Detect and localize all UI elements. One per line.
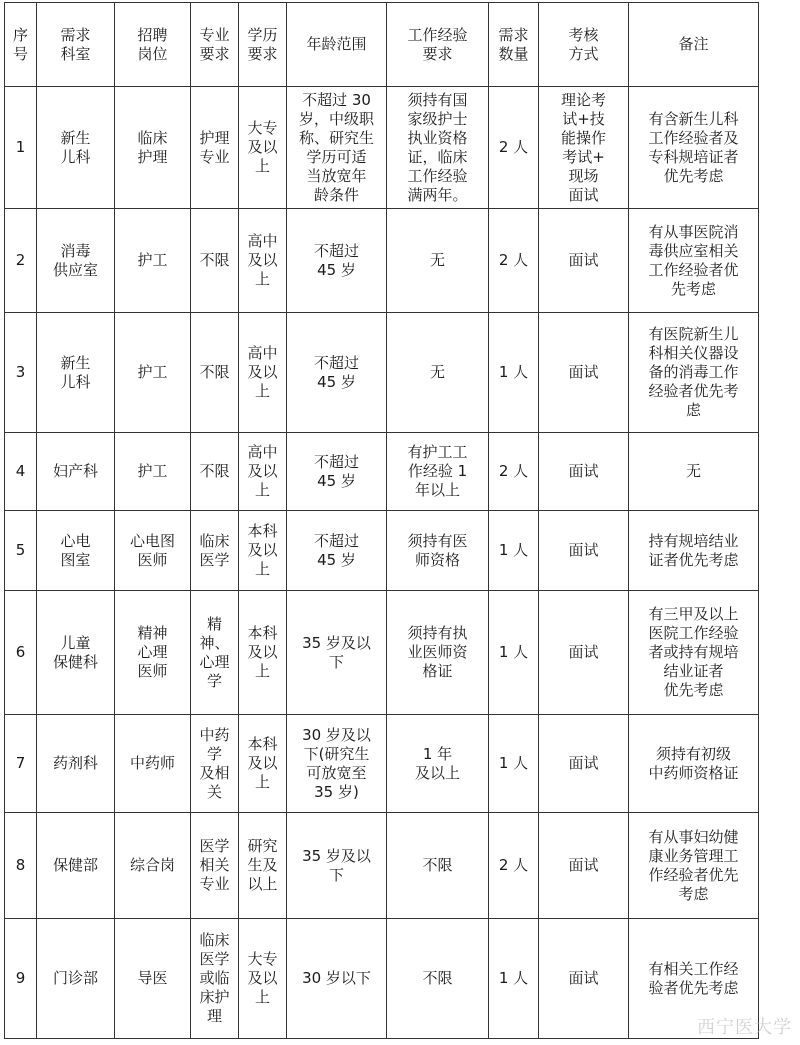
cell-experience: 须持有国 家级护士 执业资格 证，临床 工作经验 满两年。 (387, 87, 489, 209)
header-position: 招聘 岗位 (115, 3, 191, 87)
cell-age-range: 35 岁及以 下 (287, 813, 387, 919)
cell-experience: 不限 (387, 813, 489, 919)
cell-department: 门诊部 (37, 919, 115, 1039)
cell-position: 精神 心理 医师 (115, 591, 191, 715)
cell-position: 导医 (115, 919, 191, 1039)
cell-major: 不限 (191, 433, 239, 511)
cell-index: 9 (5, 919, 37, 1039)
cell-department: 消毒 供应室 (37, 209, 115, 313)
cell-education: 大专 及以 上 (239, 919, 287, 1039)
cell-age-range: 不超过 30 岁，中级职 称、研究生 学历可适 当放宽年 龄条件 (287, 87, 387, 209)
table-row (5, 715, 759, 813)
cell-notes: 有三甲及以上 医院工作经验 者或持有规培 结业证者 优先考虑 (629, 591, 759, 715)
header-department: 需求 科室 (37, 3, 115, 87)
cell-department: 妇产科 (37, 433, 115, 511)
cell-education: 研究 生及 以上 (239, 813, 287, 919)
cell-assessment: 理论考 试+技 能操作 考试+ 现场 面试 (539, 87, 629, 209)
table-row (5, 87, 759, 209)
cell-quantity: 2 人 (489, 433, 539, 511)
cell-position: 心电图 医师 (115, 511, 191, 591)
cell-major: 中药 学 及相 关 (191, 715, 239, 813)
cell-index: 5 (5, 511, 37, 591)
cell-position: 护工 (115, 209, 191, 313)
table-row (5, 919, 759, 1039)
cell-major: 不限 (191, 313, 239, 433)
cell-experience: 不限 (387, 919, 489, 1039)
cell-experience: 无 (387, 209, 489, 313)
cell-department: 儿童 保健科 (37, 591, 115, 715)
cell-education: 本科 及以 上 (239, 715, 287, 813)
cell-assessment: 面试 (539, 511, 629, 591)
cell-notes: 有医院新生儿 科相关仪器设 备的消毒工作 经验者优先考 虑 (629, 313, 759, 433)
cell-age-range: 30 岁以下 (287, 919, 387, 1039)
cell-position: 护工 (115, 313, 191, 433)
cell-education: 高中 及以 上 (239, 313, 287, 433)
cell-assessment: 面试 (539, 209, 629, 313)
cell-assessment: 面试 (539, 715, 629, 813)
cell-education: 大专 及以 上 (239, 87, 287, 209)
cell-department: 保健部 (37, 813, 115, 919)
header-index: 序 号 (5, 3, 37, 87)
table-row (5, 511, 759, 591)
cell-age-range: 不超过 45 岁 (287, 313, 387, 433)
cell-major: 不限 (191, 209, 239, 313)
header-education: 学历 要求 (239, 3, 287, 87)
cell-notes: 有相关工作经 验者优先考虑 (629, 919, 759, 1039)
cell-quantity: 1 人 (489, 313, 539, 433)
header-major: 专业 要求 (191, 3, 239, 87)
header-notes: 备注 (629, 3, 759, 87)
cell-position: 综合岗 (115, 813, 191, 919)
cell-quantity: 2 人 (489, 813, 539, 919)
cell-major: 临床 医学 或临 床护 理 (191, 919, 239, 1039)
cell-major: 护理 专业 (191, 87, 239, 209)
cell-major: 临床 医学 (191, 511, 239, 591)
cell-notes: 有从事医院消 毒供应室相关 工作经验者优 先考虑 (629, 209, 759, 313)
cell-quantity: 1 人 (489, 919, 539, 1039)
cell-experience: 须持有执 业医师资 格证 (387, 591, 489, 715)
cell-education: 本科 及以 上 (239, 591, 287, 715)
cell-department: 药剂科 (37, 715, 115, 813)
cell-age-range: 35 岁及以 下 (287, 591, 387, 715)
cell-notes: 持有规培结业 证者优先考虑 (629, 511, 759, 591)
cell-department: 心电 图室 (37, 511, 115, 591)
header-age-range: 年龄范围 (287, 3, 387, 87)
watermark-logo (697, 1013, 792, 1039)
header-row (5, 3, 759, 87)
cell-assessment: 面试 (539, 433, 629, 511)
cell-age-range: 不超过 45 岁 (287, 433, 387, 511)
cell-index: 4 (5, 433, 37, 511)
table-row (5, 591, 759, 715)
cell-index: 7 (5, 715, 37, 813)
cell-experience: 有护工工 作经验 1 年以上 (387, 433, 489, 511)
header-assessment: 考核 方式 (539, 3, 629, 87)
table-row (5, 209, 759, 313)
cell-index: 8 (5, 813, 37, 919)
cell-notes: 有含新生儿科 工作经验者及 专科规培证者 优先考虑 (629, 87, 759, 209)
cell-index: 6 (5, 591, 37, 715)
cell-notes: 无 (629, 433, 759, 511)
cell-assessment: 面试 (539, 813, 629, 919)
cell-department: 新生 儿科 (37, 87, 115, 209)
cell-experience: 须持有医 师资格 (387, 511, 489, 591)
cell-experience: 无 (387, 313, 489, 433)
recruitment-table (4, 2, 759, 1039)
cell-quantity: 2 人 (489, 87, 539, 209)
cell-assessment: 面试 (539, 919, 629, 1039)
cell-index: 2 (5, 209, 37, 313)
cell-quantity: 2 人 (489, 209, 539, 313)
cell-index: 3 (5, 313, 37, 433)
watermark-text: 西宁医大学 (697, 1017, 792, 1038)
cell-notes: 须持有初级 中药师资格证 (629, 715, 759, 813)
table-row (5, 813, 759, 919)
cell-quantity: 1 人 (489, 511, 539, 591)
cell-age-range: 不超过 45 岁 (287, 511, 387, 591)
cell-index: 1 (5, 87, 37, 209)
cell-quantity: 1 人 (489, 591, 539, 715)
cell-assessment: 面试 (539, 591, 629, 715)
cell-education: 高中 及以 上 (239, 209, 287, 313)
cell-department: 新生 儿科 (37, 313, 115, 433)
table-row (5, 313, 759, 433)
cell-education: 本科 及以 上 (239, 511, 287, 591)
cell-position: 临床 护理 (115, 87, 191, 209)
table-row (5, 433, 759, 511)
cell-notes: 有从事妇幼健 康业务管理工 作经验者优先 考虑 (629, 813, 759, 919)
cell-position: 中药师 (115, 715, 191, 813)
cell-age-range: 30 岁及以 下(研究生 可放宽至 35 岁) (287, 715, 387, 813)
cell-education: 高中 及以 上 (239, 433, 287, 511)
cell-experience: 1 年 及以上 (387, 715, 489, 813)
cell-assessment: 面试 (539, 313, 629, 433)
cell-major: 精 神、 心理 学 (191, 591, 239, 715)
header-experience: 工作经验 要求 (387, 3, 489, 87)
cell-age-range: 不超过 45 岁 (287, 209, 387, 313)
cell-quantity: 1 人 (489, 715, 539, 813)
header-quantity: 需求 数量 (489, 3, 539, 87)
cell-position: 护工 (115, 433, 191, 511)
cell-major: 医学 相关 专业 (191, 813, 239, 919)
